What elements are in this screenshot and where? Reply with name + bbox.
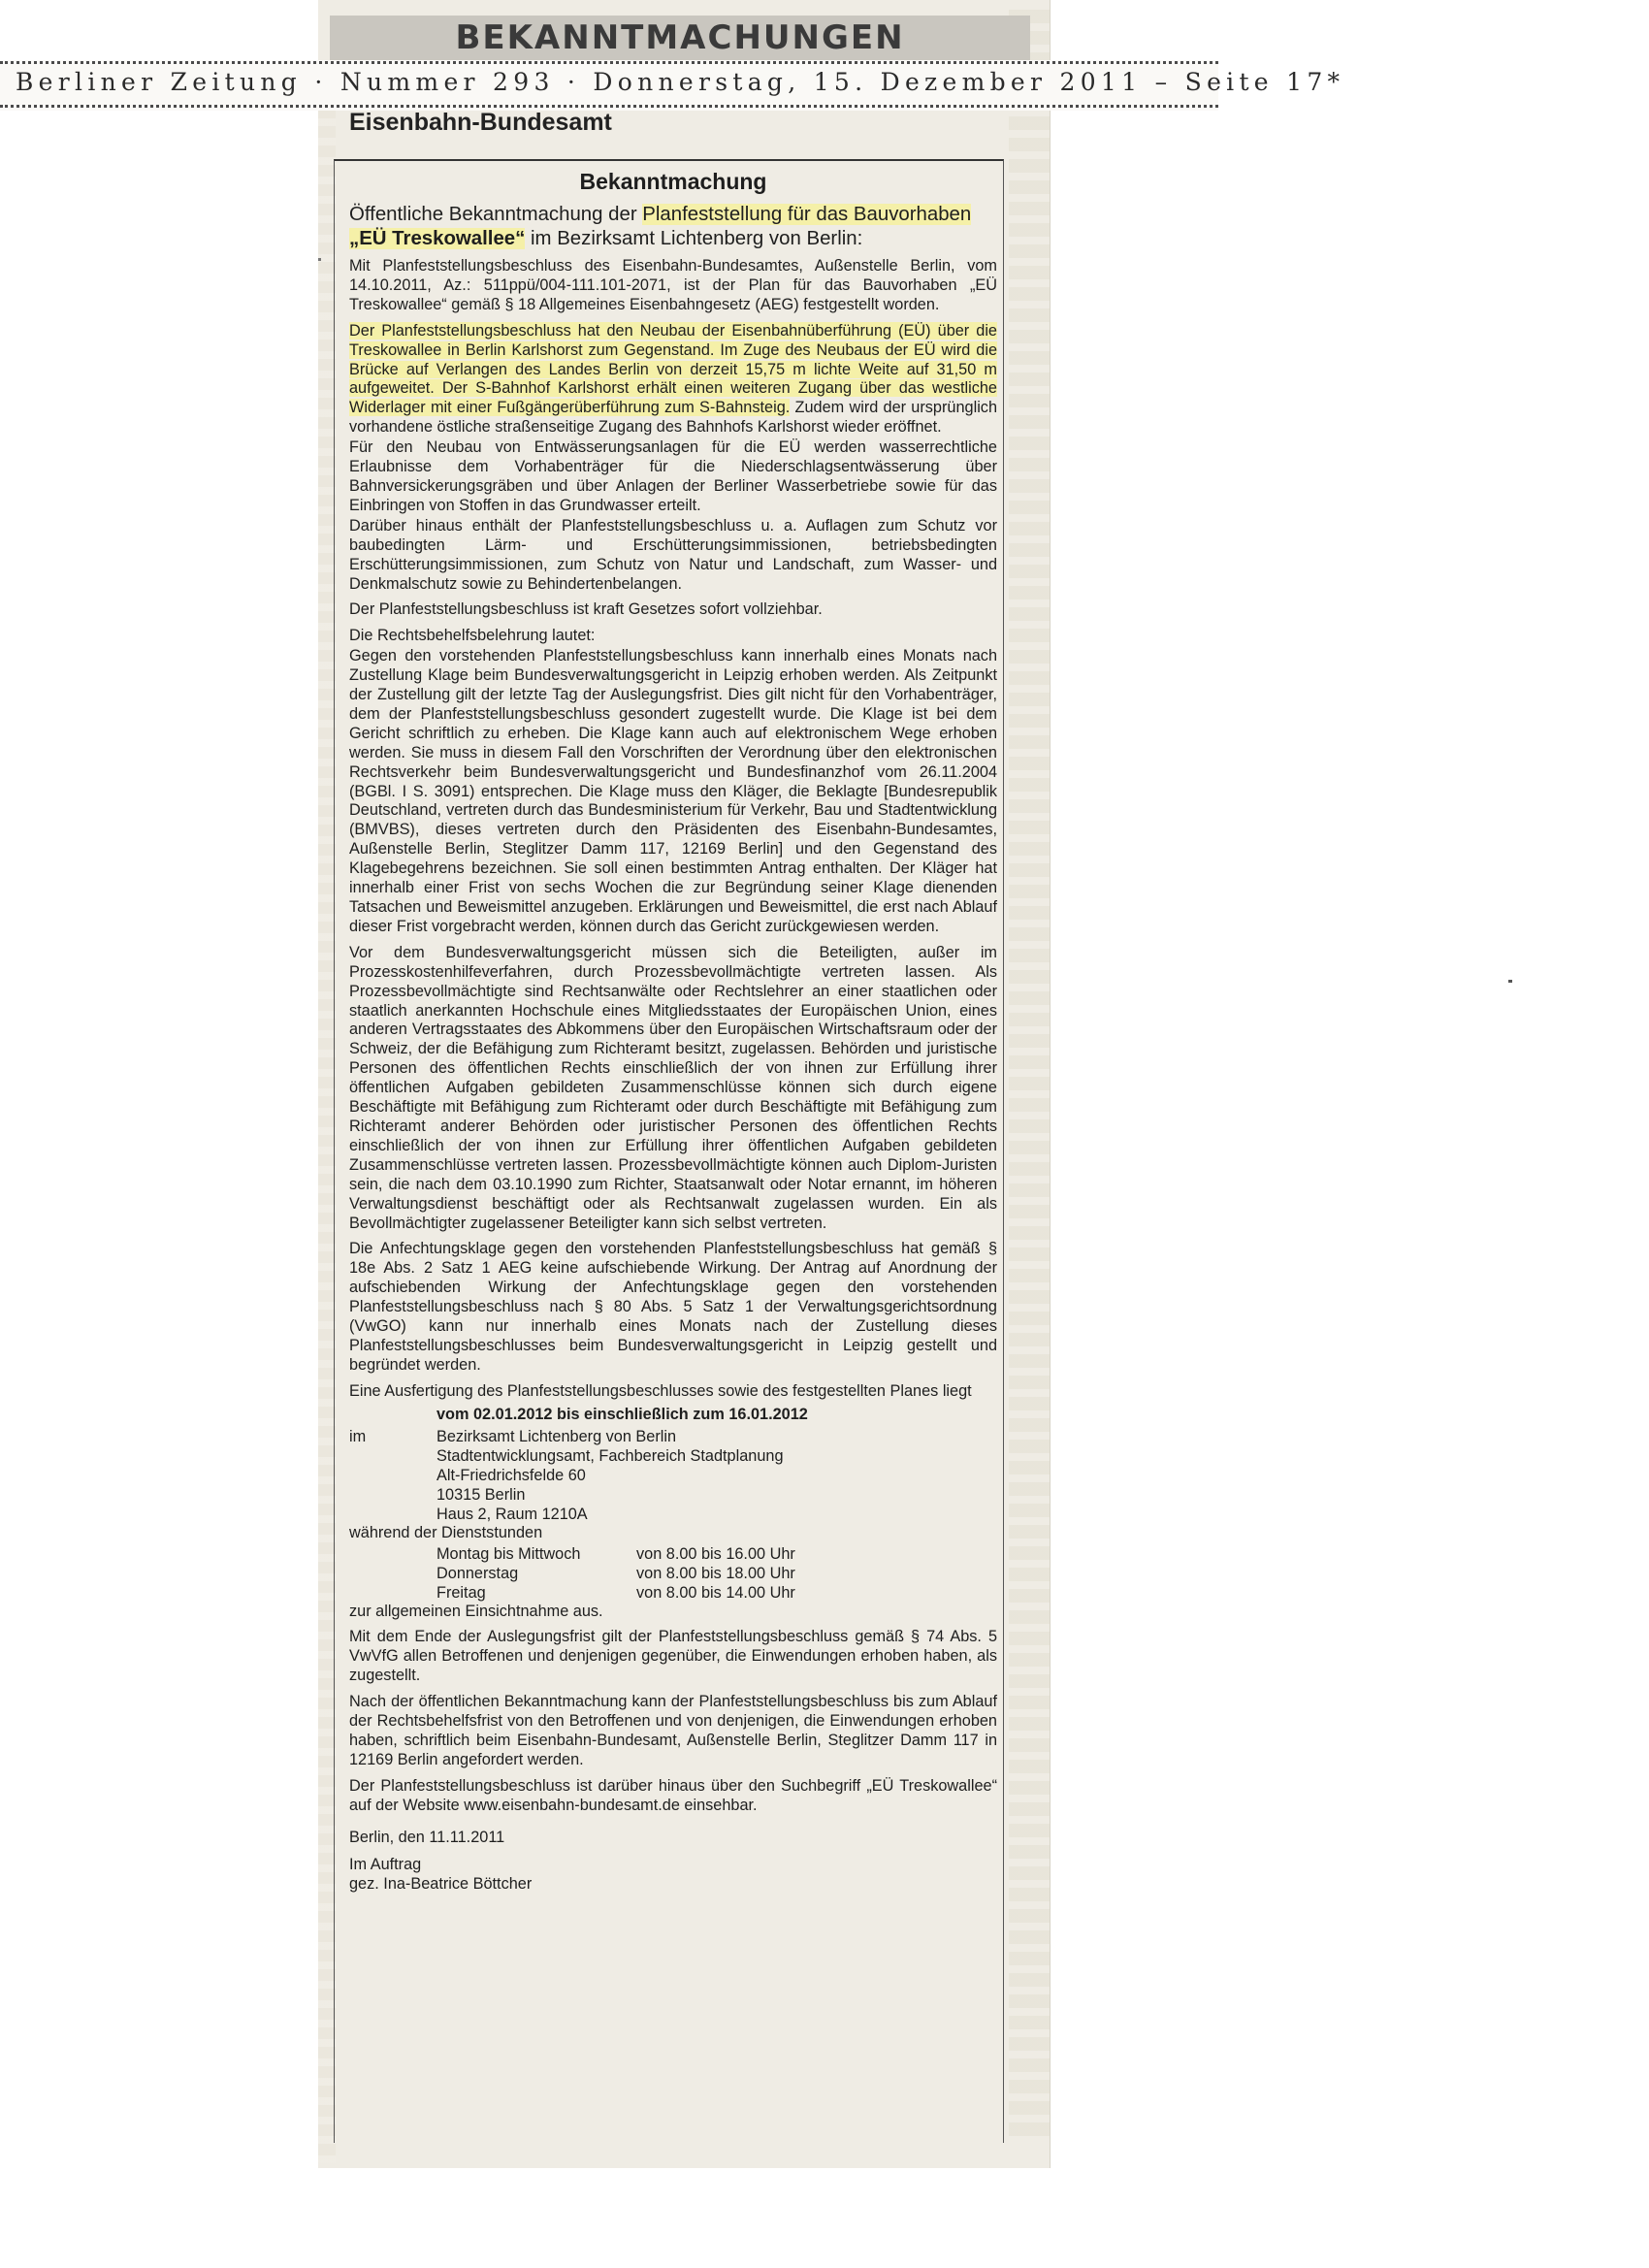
dotted-rule-bottom [0, 105, 1218, 108]
scan-speck [1508, 980, 1512, 983]
paragraph-decision: Mit Planfeststellungsbeschluss des Eisenbahn-Bundesamtes, Außenstelle Berlin, vom 14.10.2011, Az.: 511ppü/004-111.101-2071, ist der Plan für das Bauvorhaben „EÜ Treskowallee“ gemäß § 18 Allgemeines Eisenbahngesetz (AEG) festgestellt worden. [349, 257, 997, 313]
dotted-rule-top [0, 61, 1218, 64]
paragraph-website: Der Planfeststellungsbeschluss ist darüber hinaus über den Suchbegriff „EÜ Treskowallee“ auf der Website www.eisenbahn-bundesamt.de einsehbar. [349, 1776, 997, 1814]
newspaper-line [0, 60, 1345, 111]
hours-row [436, 1544, 997, 1564]
notice-intro [349, 203, 997, 251]
inspection-address [349, 1427, 997, 1524]
authority-name: Eisenbahn-Bundesamt [349, 109, 612, 136]
paragraph-delivery: Mit dem Ende der Auslegungsfrist gilt der Planfeststellungsbeschluss gemäß § 74 Abs. 5 VwVfG allen Betroffenen und denjenigen gegenüber, die Einwendungen erhoben haben, als zugestellt. [349, 1628, 997, 1685]
notice-body [349, 169, 997, 1894]
paragraph-legal-remedy: Gegen den vorstehenden Planfeststellungsbeschluss kann innerhalb eines Monats nach Zustellung Klage beim Bundesverwaltungsgericht in Leipzig erhoben werden. Als Zeitpunkt der Zustellung gilt der letzte Tag der Auslegungsfrist. Dies gilt nicht für den Vorhabenträger, dem der Planfeststellungsbeschluss gesondert zugestellt wurde. Die Klage ist bei dem Gericht schriftlich zu erheben. Die Klage kann auch auf elektronischem Wege erhoben werden. Sie muss in diesem Fall den Vorschriften der Verordnung über den elektronischen Rechtsverkehr beim Bundesverwaltungsgericht und Bundesfinanzhof vom 26.11.2004 (BGBl. I S. 3091) entsprechen. Die Klage muss den Kläger, die Beklagte [Bundesrepublik Deutschland, vertreten durch das Bundesministerium für Verkehr, Bau und Stadtentwicklung (BMVBS), dieses vertreten durch den Präsidenten des Eisenbahn-Bundesamtes, Außenstelle Berlin, Steglitzer Damm 117, 12169 Berlin] und den Gegenstand des Klagebegehrens bezeichnen. Sie soll einen bestimmten Antrag enthalten. Der Kläger hat innerhalb einer Frist von sechs Wochen die zur Begründung seiner Klage dienenden Tatsachen und Beweismittel anzugeben. Erklärungen und Beweismittel, die erst nach Ablauf dieser Frist vorgebracht werden, können durch das Gericht zurückgewiesen werden. [349, 647, 997, 935]
office-hours [436, 1544, 997, 1603]
hours-day: Donnerstag [436, 1564, 519, 1582]
subject-highlight: Der Planfeststellungsbeschluss hat den Neubau der Eisenbahnüberführung (EÜ) über die Treskowallee in Berlin Karlshorst zum Gegenstand. Im Zuge des Neubaus der EÜ wird die Brücke auf Verlangen des Landes Berlin von derzeit 15,75 m lichte Weite auf 31,50 m aufgeweitet. Der S-Bahnhof Karlshorst erhält einen weiteren Zugang über das westliche Widerlager mit einer Fußgängerüberführung zum S-Bahnsteig. [349, 321, 997, 417]
section-header-text: BEKANNTMACHUNGEN [455, 18, 905, 57]
intro-highlight-1: Planfeststellung für das Bauvorhaben [642, 204, 972, 225]
hours-row [436, 1583, 997, 1603]
legal-remedy-heading: Die Rechtsbehelfsbelehrung lautet: [349, 627, 596, 645]
place-date: Berlin, den 11.11.2011 [349, 1828, 505, 1846]
address-line: Bezirksamt Lichtenberg von Berlin [436, 1427, 677, 1445]
address-line: Haus 2, Raum 1210A [436, 1505, 588, 1523]
notice-title: Bekanntmachung [579, 169, 767, 194]
address-lines [436, 1427, 784, 1524]
section-header [330, 16, 1030, 60]
intro-before: Öffentliche Bekanntmachung der [349, 204, 643, 225]
hours-time: von 8.00 bis 18.00 Uhr [636, 1564, 795, 1582]
signature: gez. Ina-Beatrice Böttcher [349, 1874, 533, 1893]
paragraph-inspection: Eine Ausfertigung des Planfeststellungsbeschlusses sowie des festgestellten Planes liegt [349, 1381, 972, 1400]
scan-speck [318, 258, 321, 261]
hours-intro: während der Dienststunden [349, 1523, 543, 1541]
paragraph-representation: Vor dem Bundesverwaltungsgericht müssen sich die Beteiligten, außer im Prozesskostenhilfeverfahren, durch Prozessbevollmächtigte vertreten lassen. Als Prozessbevollmächtigte sind Rechtsanwälte oder Rechtslehrer an einer staatlichen oder staatlich anerkannten Hochschule eines Mitgliedsstaates der Europäischen Union, eines anderen Vertragsstaates des Abkommens über den Europäischen Wirtschaftsraum oder der Schweiz, der die Befähigung zum Richteramt besitzt, zugelassen. Behörden und juristische Personen des öffentlichen Rechts einschließlich der von ihnen zur Erfüllung ihrer öffentlichen Aufgaben gebildeten Zusammenschlüsse können sich durch eigene Beschäftigte mit Befähigung zum Richteramt oder durch Beschäftigte mit Befähigung zum Richteramt anderer Behörden oder juristischer Personen des öffentlichen Rechts einschließlich der von ihnen zur Erfüllung ihrer öffentlichen Aufgaben gebildeten Zusammenschlüsse vertreten lassen. Prozessbevollmächtigte können auch Diplom-Juristen sein, die nach dem 03.10.1990 zum Richter, Staatsanwalt oder Notar ernannt, im höheren Verwaltungsdienst beschäftigt oder als Rechtsanwalt zugelassen wurden. Ein als Bevollmächtigter zugelassener Beteiligter kann sich selbst vertreten. [349, 943, 997, 1232]
newspaper-line-text: Berliner Zeitung · Nummer 293 · Donnerstag, 15. Dezember 2011 – Seite 17* [16, 68, 1345, 96]
hours-day: Freitag [436, 1583, 486, 1602]
address-label: im [349, 1427, 367, 1445]
intro-after: im Bezirksamt Lichtenberg von Berlin: [525, 228, 863, 249]
hours-time: von 8.00 bis 14.00 Uhr [636, 1583, 795, 1602]
paragraph-enforceable: Der Planfeststellungsbeschluss ist kraft Gesetzes sofort vollziehbar. [349, 600, 823, 619]
intro-highlight-2: „EÜ Treskowallee“ [349, 228, 526, 249]
address-line: Stadtentwicklungsamt, Fachbereich Stadtplanung [436, 1446, 784, 1465]
hours-time: von 8.00 bis 16.00 Uhr [636, 1544, 795, 1563]
on-behalf: Im Auftrag [349, 1855, 422, 1873]
address-line: 10315 Berlin [436, 1485, 526, 1504]
paragraph-request: Nach der öffentlichen Bekanntmachung kann der Planfeststellungsbeschluss bis zum Ablauf der Rechtsbehelfsfrist von den Betroffenen und von denjenigen, die Einwendungen erhoben haben, schriftlich beim Eisenbahn-Bundesamt, Außenstelle Berlin, Steglitzer Damm 117 in 12169 Berlin angefordert werden. [349, 1693, 997, 1768]
paragraph-conditions: Darüber hinaus enthält der Planfeststellungsbeschluss u. a. Auflagen zum Schutz vor baubedingten Lärm- und Erschütterungsimmissionen, betriebsbedingten Erschütterungsimmissionen, zum Schutz von Natur und Landschaft, zum Wasser- und Denkmalschutz sowie zu Behindertenbelangen. [349, 516, 997, 593]
paragraph-suspensive-effect: Die Anfechtungsklage gegen den vorstehenden Planfeststellungsbeschluss hat gemäß § 18e Abs. 2 Satz 1 AEG keine aufschiebende Wirkung. Der Antrag auf Anordnung der aufschiebenden Wirkung der Anfechtungsklage gegen den vorstehenden Planfeststellungsbeschluss nach § 80 Abs. 5 Satz 1 der Verwaltungsgerichtsordnung (VwGO) kann nur innerhalb eines Monats nach der Zustellung dieses Planfeststellungsbeschlusses beim Bundesverwaltungsgericht in Leipzig gestellt und begründet werden. [349, 1240, 997, 1374]
hours-row [436, 1564, 997, 1583]
address-line: Alt-Friedrichsfelde 60 [436, 1466, 586, 1484]
paragraph-subject [349, 322, 997, 437]
hours-outro: zur allgemeinen Einsichtnahme aus. [349, 1602, 603, 1620]
paragraph-drainage: Für den Neubau von Entwässerungsanlagen für die EÜ werden wasserrechtliche Erlaubnisse dem Vorhabenträger für die Niederschlagsentwässerung über Bahnversickerungsgräben und über Anlagen der Berliner Wasserbetriebe sowie für das Einbringen von Stoffen in das Grundwasser erteilt. [349, 438, 997, 514]
inspection-period: vom 02.01.2012 bis einschließlich zum 16.01.2012 [436, 1405, 808, 1423]
subject-rest: Zudem wird der ursprünglich vorhandene östliche straßenseitige Zugang des Bahnhofs Karlshorst wieder eröffnet. [349, 399, 998, 437]
adjacent-column-right-edge [1009, 10, 1050, 2144]
hours-day: Montag bis Mittwoch [436, 1544, 581, 1563]
